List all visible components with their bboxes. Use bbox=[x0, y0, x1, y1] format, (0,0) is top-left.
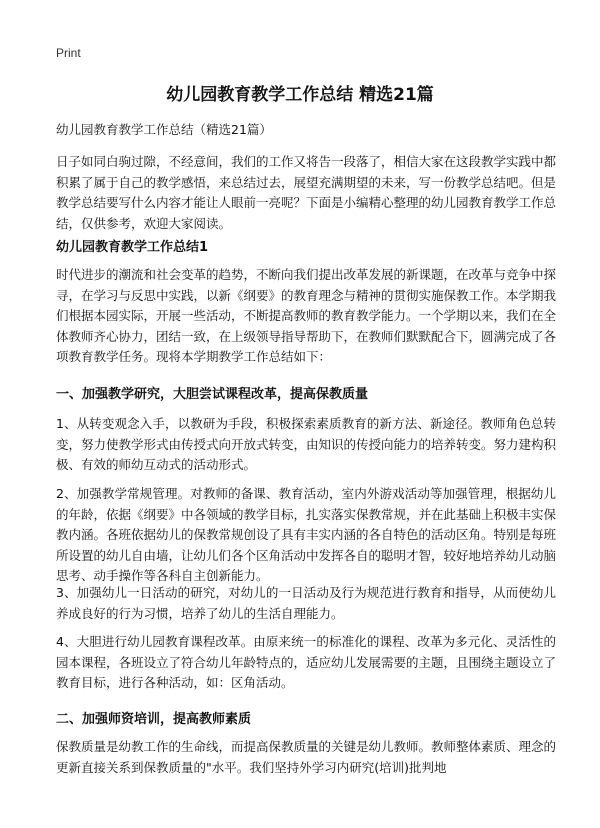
intro-paragraph: 日子如同白驹过隙，不经意间，我们的工作又将告一段落了，相信大家在这段教学实践中都积累了属于自己的教学感悟，来总结过去，展望充满期望的未来，写一份教学总结吧。但是教学总结要写什么内容才能让人眼前一亮呢？下面是小编精心整理的幼儿园教育教学工作总结，仅供参考，欢迎大家阅读。 bbox=[56, 154, 557, 231]
section-2-heading: 二、加强师资培训，提高教师素质 bbox=[56, 712, 252, 727]
document-title: 幼儿园教育教学工作总结 精选21篇 bbox=[166, 85, 434, 105]
section-1-item: 1、从转变观念入手，以教研为手段，积极探索素质教育的新方法、新途径。教师角色总转变，努力使教学形式由传授式向开放式转变，由知识的传授向能力的培养转变。努力建构积极、有效的师幼互动式的活动形式。 bbox=[56, 416, 557, 472]
section-1-item: 2、加强教学常规管理。对教师的备课、教育活动，室内外游戏活动等加强管理，根据幼儿的年龄，依据《纲要》中各领域的教学目标，扎实落实保教常规，并在此基础上积极丰实保教内涵。各班依据幼儿的保教常规创设了具有丰实内涵的各自特色的活动区角。特别是每班所设置的幼儿自由墙，让幼儿们各个区角活动中发挥各自的聪明才智，较好地培养幼儿动脑思考、动手操作等各科自主创新能力。 bbox=[56, 486, 557, 583]
section-1-heading: 一、加强教学研究，大胆尝试课程改革，提高保教质量 bbox=[56, 387, 369, 402]
summary-1-heading: 幼儿园教育教学工作总结1 bbox=[56, 240, 209, 255]
section-2-paragraph: 保教质量是幼教工作的生命线，而提高保教质量的关键是幼儿教师。教师整体素质、理念的更新直接关系到保教质量的"水平。我们坚持外学习内研究(培训)批判地 bbox=[56, 739, 557, 775]
section-1-item: 3、加强幼儿一日活动的研究，对幼儿的一日活动及行为规范进行教育和指导，从而使幼儿养成良好的行为习惯，培养了幼儿的生活自理能力。 bbox=[56, 585, 556, 621]
document-subtitle: 幼儿园教育教学工作总结（精选21篇） bbox=[56, 122, 272, 137]
summary-1-paragraph: 时代进步的潮流和社会变革的趋势，不断向我们提出改革发展的新课题，在改革与竞争中探寻，在学习与反思中实践，以新《纲要》的教育理念与精神的贯彻实施保教工作。本学期我们根据本园实际，开展一些活动，不断提高教师的教育教学能力。一个学期以来，我们在全体教师齐心协力，团结一致，在上级领导指导帮助下，在教师们默默配合下，圆满完成了各项教育教学任务。现将本学期教学工作总结如下： bbox=[56, 267, 557, 364]
print-link[interactable]: Print bbox=[56, 46, 81, 60]
section-1-item: 4、大胆进行幼儿园教育课程改革。由原来统一的标准化的课程、改革为多元化、灵活性的园本课程，各班设立了符合幼儿年龄特点的，适应幼儿发展需要的主题，且围绕主题设立了教育目标，进行各种活动，如：区角活动。 bbox=[56, 634, 557, 690]
